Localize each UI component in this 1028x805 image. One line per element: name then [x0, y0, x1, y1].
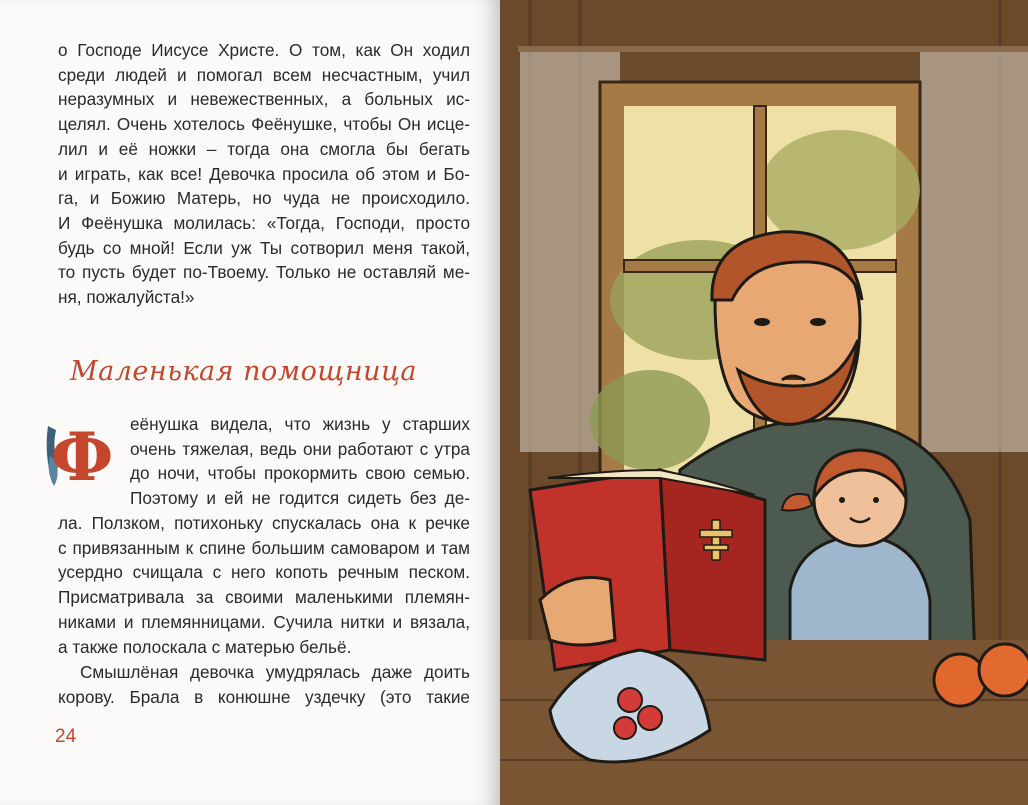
illustration-page: [500, 0, 1028, 805]
text-line: Смышлёная девочка умудрялась даже доить: [80, 662, 470, 682]
text-line: га, и Божию Матерь, но чуда не происходило.: [58, 188, 470, 209]
text-line: среди людей и помогал всем несчастным, учил: [58, 64, 470, 85]
text-line: очень тяжелая, ведь они работают с утра: [130, 438, 470, 459]
text-line: ня, пожалуйста!»: [58, 287, 195, 308]
text-line: неразумных и невежественных, а больных ис-: [58, 89, 470, 110]
text-line: то пусть будет по-Твоему. Только не оставляй ме-: [58, 262, 470, 283]
text-line: никами и племянницами. Сучила нитки и вязала,: [58, 611, 470, 632]
page-number: 24: [55, 726, 77, 747]
curtain-right: [920, 52, 1028, 452]
dropcap-ornament: [42, 416, 114, 492]
text-line: еёнушка видела, что жизнь у старших: [130, 414, 470, 434]
paragraph-helper-2: [58, 511, 470, 659]
text-line: И Феёнушка молилась: «Тогда, Господи, просто: [58, 212, 470, 233]
dropcap-letter: Ф: [50, 418, 114, 492]
paragraph-cow: [58, 660, 470, 709]
text-line: ла. Ползком, потихоньку спускалась она к речке: [58, 513, 470, 533]
text-line: с привязанным к спине большим самоваром и там: [58, 537, 470, 558]
text-line: лил и её ножки – тогда она смогла бы бегать: [58, 138, 470, 159]
illustration: [500, 0, 1028, 805]
text-line: о Господе Иисусе Христе. О том, как Он ходил: [58, 40, 470, 60]
text-line: корову. Брала в конюшне уздечку (это такие: [58, 686, 470, 707]
text-line: и играть, как все! Девочка просила об этом и Бо-: [58, 163, 470, 184]
paragraph-intro: [58, 38, 470, 310]
text-line: усердно счищала с него копоть речным песком.: [58, 562, 470, 583]
section-heading: Маленькая помощница: [70, 356, 417, 387]
text-line: а также полоскала с матерью бельё.: [58, 636, 352, 657]
left-page: [0, 0, 500, 805]
paragraph-helper-1: [130, 412, 470, 511]
text-line: целял. Очень хотелось Феёнушке, чтобы Он исце-: [58, 114, 470, 135]
text-line: до ночи, чтобы прокормить свою семью.: [130, 463, 470, 484]
text-line: будь со мной! Если уж Ты сотворил меня такой,: [58, 237, 470, 258]
text-line: Поэтому и ей не годится сидеть без де-: [130, 488, 470, 509]
text-line: Присматривала за своими маленькими племян-: [58, 587, 470, 608]
